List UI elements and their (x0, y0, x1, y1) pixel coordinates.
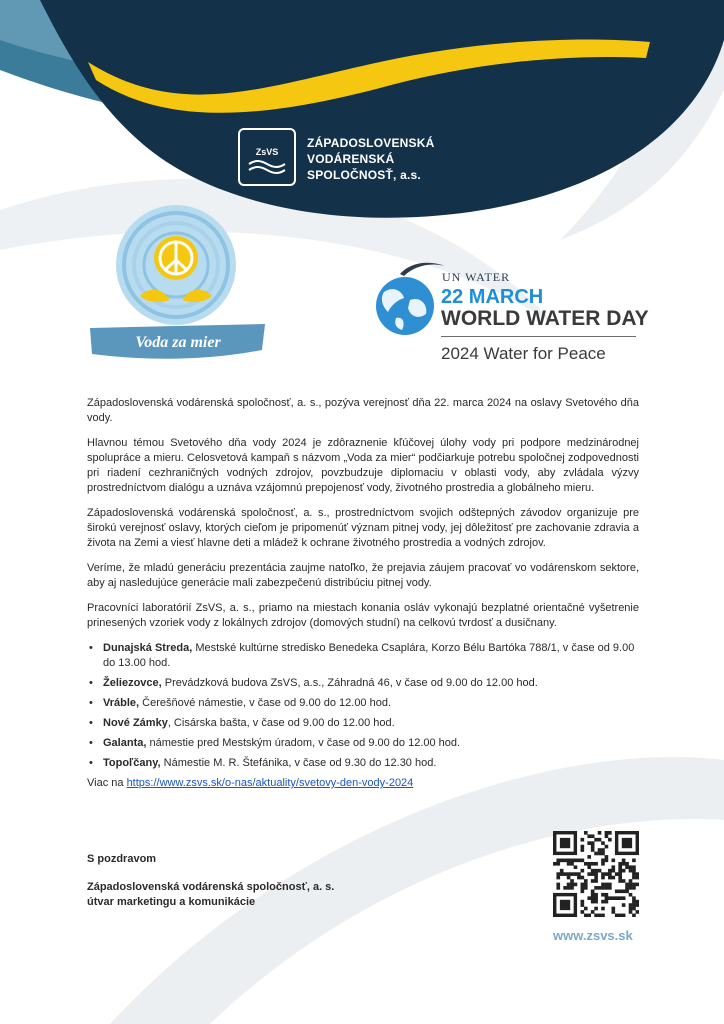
un-water-label: UN WATER (442, 270, 511, 284)
voda-za-mier-badge (116, 205, 236, 325)
campaign-label: Voda za mier (135, 334, 221, 351)
letter-body (87, 396, 639, 791)
qr-code-icon[interactable] (553, 831, 639, 917)
location-name: Galanta, (103, 737, 147, 749)
location-details: Mestské kultúrne stredisko Benedeka Csaplára, Korzo Bélu Bartóka 788/1, v čase od 9.00 do 13.00 hod. (103, 642, 635, 669)
list-item (103, 696, 639, 711)
location-details: , Cisárska bašta, v čase od 9.00 do 12.00 hod. (167, 717, 395, 729)
location-name: Vráble, (103, 697, 140, 709)
wwd-title: WORLD WATER DAY (441, 307, 649, 330)
list-item (103, 756, 639, 771)
signature-company: Západoslovenská vodárenská spoločnosť, a. s. (87, 881, 335, 893)
paragraph: Západoslovenská vodárenská spoločnosť, a. s., pozýva verejnosť dňa 22. marca 2024 na oslavy Svetového dňa vody. (87, 397, 639, 424)
wwd-date: 22 MARCH (441, 286, 544, 308)
un-water-swoosh (400, 263, 445, 276)
greeting: S pozdravom (87, 853, 157, 865)
closing-block (87, 852, 334, 910)
list-item (103, 676, 639, 691)
company-name-line: ZÁPADOSLOVENSKÁ (307, 136, 435, 150)
paragraph: Hlavnou témou Svetového dňa vody 2024 je zdôraznenie kľúčovej úlohy vody pri podpore medzinárodnej spolupráce a mieru. Celosvetová kampaň s názvom „Voda za mier“ podčiarkuje potrebu spoločnej zodpovednosti pri riadení cezhraničných vodných zdrojov, povzbudzuje diplomaciu v oblasti vody, aby zvládala výzvy prostredníctvom dialógu a uznáva vzájomnú prepojenosť vody, životného prostredia a globálneho mieru. (87, 437, 639, 494)
list-item (103, 641, 639, 671)
paragraph: Pracovníci laboratórií ZsVS, a. s., priamo na miestach konania osláv vykonajú bezplatné orientačné vyšetrenie prinesených vzoriek vody z lokálnych zdrojov (domových studní) na celkovú tvrdosť a dusičnany. (87, 602, 639, 629)
website-link[interactable]: www.zsvs.sk (553, 928, 633, 943)
wave-icon (248, 160, 286, 174)
list-item (103, 716, 639, 731)
location-details: námestie pred Mestským úradom, v čase od 9.00 do 12.00 hod. (146, 737, 461, 749)
location-name: Dunajská Streda, (103, 642, 193, 654)
divider (441, 336, 636, 337)
logo-abbreviation: ZsVS (255, 147, 279, 157)
location-list (87, 641, 639, 771)
location-details: Námestie M. R. Štefánika, v čase od 9.30 do 12.30 hod. (160, 757, 437, 769)
globe-icon (376, 277, 434, 335)
company-logo (238, 128, 296, 186)
signature-department: útvar marketingu a komunikácie (87, 896, 256, 908)
location-name: Želiezovce, (103, 677, 162, 689)
location-name: Nové Zámky (103, 717, 168, 729)
company-name-header (307, 135, 434, 183)
list-item (103, 736, 639, 751)
location-name: Topoľčany, (103, 757, 161, 769)
wwd-theme: 2024 Water for Peace (441, 344, 606, 363)
paragraph: Veríme, že mladú generáciu prezentácia zaujme natoľko, že prejavia záujem pracovať vo vodárenskom sektore, aby aj nasledujúce generácie mali zabezpečenú distribúciu pitnej vody. (87, 562, 639, 589)
more-info-link[interactable]: https://www.zsvs.sk/o-nas/aktuality/svetovy-den-vody-2024 (126, 777, 414, 789)
company-name-line: VODÁRENSKÁ (307, 152, 395, 166)
more-info-prefix: Viac na (87, 777, 127, 789)
more-info (87, 776, 639, 791)
company-name-line: SPOLOČNOSŤ, a.s. (307, 168, 421, 182)
paragraph: Západoslovenská vodárenská spoločnosť, a. s., prostredníctvom svojich odštepných závodov organizuje pre širokú verejnosť oslavy, ktorých cieľom je pripomenúť význam pitnej vody, jej dôležitosť pre zachovanie zdravia a života na Zemi a viesť hlavne deti a mládež k ochrane životného prostredia a vodných zdrojov. (87, 507, 639, 549)
location-details: Prevádzková budova ZsVS, a.s., Záhradná 46, v čase od 9.00 do 12.00 hod. (161, 677, 538, 689)
location-details: Čerešňové námestie, v čase od 9.00 do 12.00 hod. (139, 697, 392, 709)
